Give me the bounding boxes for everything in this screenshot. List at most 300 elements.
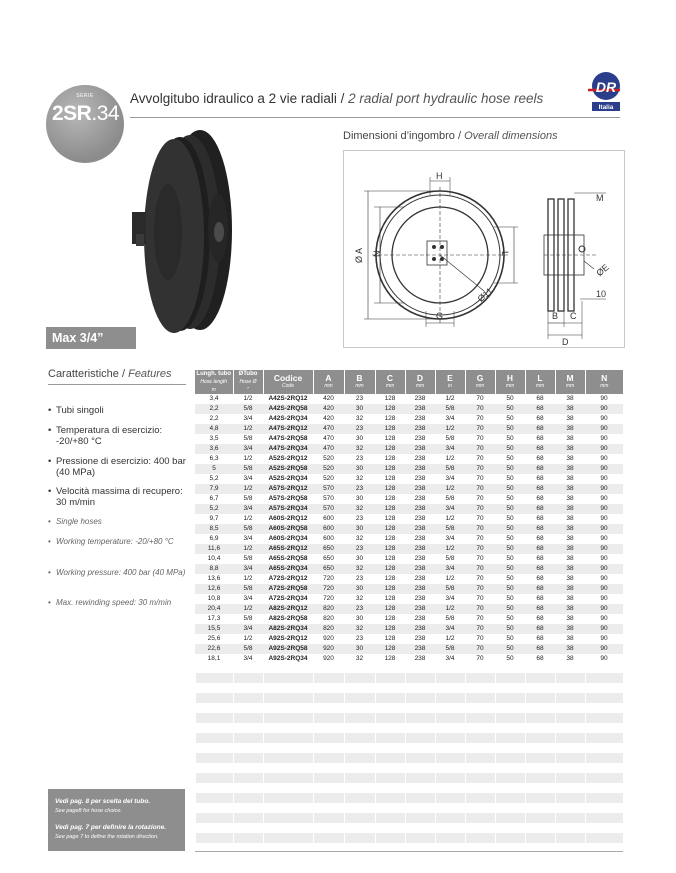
table-cell: 38: [566, 635, 574, 642]
table-cell: 50: [495, 404, 525, 414]
table-cell: 238: [405, 464, 435, 474]
table-cell: 3,6: [195, 444, 233, 454]
table-cell: 128: [375, 464, 405, 474]
table-cell: 68: [536, 535, 544, 542]
empty-row: [195, 743, 623, 753]
table-cell: 3/4: [243, 475, 253, 482]
table-cell: 238: [405, 624, 435, 634]
empty-cell: [495, 833, 525, 843]
empty-cell: [585, 683, 623, 693]
table-cell: 90: [585, 424, 623, 434]
code-cell: A42S-2RQ12: [268, 395, 308, 402]
table-cell: 600: [323, 515, 334, 522]
table-cell: 820: [323, 615, 334, 622]
table-cell: 17,3: [207, 615, 221, 622]
table-cell: 68: [536, 655, 544, 662]
table-cell: 720: [313, 584, 344, 594]
empty-cell: [375, 803, 405, 813]
empty-cell: [585, 713, 623, 723]
empty-cell: [465, 703, 495, 713]
header-label: M: [566, 373, 574, 383]
table-cell: 90: [600, 415, 608, 422]
table-cell: 38: [555, 484, 585, 494]
table-cell: 128: [375, 484, 405, 494]
table-cell: 128: [384, 595, 396, 602]
empty-cell: [435, 693, 465, 703]
empty-cell: [405, 823, 435, 833]
table-cell: 13,6: [207, 575, 221, 582]
table-cell: 520: [313, 464, 344, 474]
table-cell: 50: [495, 544, 525, 554]
table-cell: 5/8: [243, 495, 253, 502]
table-cell: 90: [585, 624, 623, 634]
table-cell: 238: [414, 395, 426, 402]
table-cell: 3/4: [243, 415, 253, 422]
table-cell: 5/8: [233, 404, 263, 414]
logo-sub: Italia: [598, 104, 614, 111]
empty-cell: [405, 783, 435, 793]
table-cell: 238: [414, 455, 426, 462]
empty-cell: [435, 723, 465, 733]
code-cell: A60S-2RQ58: [263, 524, 313, 534]
title-divider: [130, 117, 620, 118]
empty-row: [195, 733, 623, 743]
empty-cell: [313, 723, 344, 733]
table-cell: 30: [344, 584, 375, 594]
table-cell: 128: [375, 424, 405, 434]
dim-title-sep: /: [454, 130, 465, 142]
empty-cell: [525, 723, 555, 733]
header-label: C: [386, 373, 394, 383]
table-cell: 1/2: [445, 575, 455, 582]
header-label: D: [416, 373, 424, 383]
code-cell: A92S-2RQ58: [263, 644, 313, 654]
empty-cell: [195, 803, 233, 813]
table-cell: 70: [476, 475, 484, 482]
code-cell: A52S-2RQ12: [268, 455, 308, 462]
table-cell: 128: [375, 624, 405, 634]
header-unit: mm: [415, 383, 425, 389]
table-cell: 128: [384, 395, 396, 402]
table-cell: 128: [384, 415, 396, 422]
table-row: [195, 644, 623, 654]
dimensions-drawing: [343, 150, 625, 348]
table-row: [195, 604, 623, 614]
table-cell: 1/2: [445, 455, 455, 462]
table-cell: 5/8: [233, 644, 263, 654]
table-cell: 38: [566, 595, 574, 602]
table-row: [195, 594, 623, 604]
table-cell: 238: [414, 635, 426, 642]
table-header-cell: [465, 370, 495, 394]
empty-cell: [344, 683, 375, 693]
empty-cell: [435, 813, 465, 823]
series-code-suffix: .34: [91, 102, 120, 125]
empty-cell: [585, 743, 623, 753]
empty-cell: [195, 793, 233, 803]
table-row: [195, 504, 623, 514]
table-cell: 238: [405, 404, 435, 414]
table-cell: 68: [525, 404, 555, 414]
table-cell: 1/2: [445, 635, 455, 642]
empty-cell: [525, 823, 555, 833]
empty-cell: [585, 793, 623, 803]
empty-cell: [344, 673, 375, 683]
table-cell: 570: [313, 484, 344, 494]
table-cell: 68: [525, 564, 555, 574]
empty-cell: [344, 693, 375, 703]
table-cell: 68: [525, 584, 555, 594]
table-cell: 38: [555, 504, 585, 514]
table-cell: 10,4: [207, 555, 221, 562]
table-cell: 5/8: [243, 555, 253, 562]
table-cell: 90: [600, 535, 608, 542]
empty-cell: [465, 713, 495, 723]
code-cell: A47S-2RQ34: [263, 444, 313, 454]
empty-cell: [465, 753, 495, 763]
empty-row: [195, 803, 623, 813]
table-cell: 5,2: [195, 504, 233, 514]
table-cell: 470: [323, 435, 334, 442]
table-cell: 30: [355, 615, 364, 622]
empty-cell: [233, 793, 263, 803]
empty-cell: [555, 703, 585, 713]
empty-cell: [195, 703, 233, 713]
table-cell: 50: [506, 595, 514, 602]
table-cell: 70: [465, 624, 495, 634]
empty-row: [195, 753, 623, 763]
empty-cell: [585, 723, 623, 733]
table-cell: 5/8: [445, 435, 455, 442]
header-label: A: [325, 373, 332, 383]
table-cell: 650: [323, 555, 334, 562]
header-unit: mm: [355, 383, 364, 389]
table-cell: 30: [344, 404, 375, 414]
table-cell: 5/8: [243, 615, 253, 622]
table-cell: 32: [344, 444, 375, 454]
table-cell: 420: [323, 395, 334, 402]
empty-cell: [465, 673, 495, 683]
empty-cell: [405, 813, 435, 823]
notes-box: [48, 789, 185, 851]
header-unit: mm: [505, 383, 515, 389]
table-cell: 70: [476, 595, 484, 602]
note-1-it: Vedi pag. 8 per scelta del tubo.: [55, 798, 151, 805]
feature-it-item: • Velocità massima di recupero: 30 m/min: [48, 486, 183, 508]
feature-en-item: • Working temperature: -20/+80 °C: [48, 537, 174, 546]
table-cell: 128: [384, 655, 396, 662]
table-cell: 50: [495, 584, 525, 594]
table-cell: 70: [476, 555, 484, 562]
table-cell: 10,8: [207, 595, 221, 602]
header-unit: in: [448, 383, 452, 389]
empty-cell: [344, 823, 375, 833]
table-row: [195, 474, 623, 484]
table-cell: 70: [465, 444, 495, 454]
table-cell: 70: [476, 575, 484, 582]
table-cell: 5/8: [233, 584, 263, 594]
table-cell: 238: [405, 444, 435, 454]
table-cell: 23: [355, 455, 364, 462]
table-cell: 70: [465, 604, 495, 614]
empty-cell: [405, 753, 435, 763]
empty-cell: [525, 673, 555, 683]
table-cell: 820: [313, 624, 344, 634]
empty-cell: [313, 743, 344, 753]
feat-title-en: Features: [128, 368, 172, 380]
empty-cell: [555, 833, 585, 843]
empty-cell: [195, 713, 233, 723]
empty-cell: [405, 673, 435, 683]
table-cell: 1/2: [435, 544, 465, 554]
empty-cell: [555, 713, 585, 723]
empty-cell: [525, 713, 555, 723]
table-cell: 238: [405, 564, 435, 574]
table-cell: 128: [384, 635, 396, 642]
code-cell: A65S-2RQ34: [263, 564, 313, 574]
code-cell: A52S-2RQ34: [268, 475, 308, 482]
table-cell: 23: [355, 575, 364, 582]
empty-cell: [405, 713, 435, 723]
code-cell: A42S-2RQ58: [263, 404, 313, 414]
table-cell: 23: [344, 484, 375, 494]
empty-cell: [405, 743, 435, 753]
table-cell: 5/8: [445, 495, 455, 502]
empty-cell: [263, 673, 313, 683]
empty-cell: [233, 773, 263, 783]
table-cell: 50: [506, 435, 514, 442]
table-cell: 50: [495, 564, 525, 574]
empty-row: [195, 833, 623, 843]
header-unit: Hose length: [200, 379, 228, 385]
empty-cell: [263, 683, 313, 693]
table-cell: 1/2: [435, 604, 465, 614]
empty-cell: [465, 733, 495, 743]
code-cell: A65S-2RQ58: [268, 555, 308, 562]
series-badge: [46, 85, 124, 163]
header-unit-2: ": [247, 387, 249, 393]
table-cell: 50: [495, 624, 525, 634]
table-row: [195, 444, 623, 454]
dim-label-n: N: [372, 250, 382, 257]
empty-cell: [375, 723, 405, 733]
table-cell: 90: [585, 524, 623, 534]
table-cell: 68: [525, 424, 555, 434]
empty-cell: [495, 773, 525, 783]
empty-cell: [344, 793, 375, 803]
table-cell: 50: [495, 524, 525, 534]
table-cell: 820: [313, 604, 344, 614]
table-cell: 90: [585, 484, 623, 494]
code-cell: A47S-2RQ12: [263, 424, 313, 434]
technical-drawing: [344, 151, 624, 347]
empty-cell: [555, 773, 585, 783]
table-cell: 68: [525, 644, 555, 654]
empty-cell: [495, 813, 525, 823]
dim-label-d11: Ø11: [475, 285, 495, 304]
table-row: [195, 564, 623, 574]
table-cell: 50: [506, 475, 514, 482]
empty-cell: [375, 713, 405, 723]
table-cell: 90: [600, 515, 608, 522]
table-cell: 23: [355, 635, 364, 642]
table-cell: 38: [566, 575, 574, 582]
empty-cell: [525, 763, 555, 773]
table-cell: 18,1: [207, 655, 221, 662]
table-cell: 420: [323, 415, 334, 422]
empty-row: [195, 793, 623, 803]
empty-cell: [313, 673, 344, 683]
empty-cell: [195, 783, 233, 793]
empty-cell: [525, 743, 555, 753]
empty-cell: [263, 713, 313, 723]
table-cell: 70: [476, 655, 484, 662]
empty-cell: [263, 803, 313, 813]
table-cell: 1/2: [243, 635, 253, 642]
table-cell: 128: [375, 544, 405, 554]
empty-cell: [405, 693, 435, 703]
empty-cell: [344, 783, 375, 793]
table-row: [195, 654, 623, 664]
empty-cell: [313, 753, 344, 763]
logo-text: DR: [595, 79, 617, 95]
empty-cell: [555, 723, 585, 733]
code-cell: A65S-2RQ12: [263, 544, 313, 554]
table-row: [195, 624, 623, 634]
table-cell: 5,2: [209, 475, 219, 482]
empty-cell: [313, 733, 344, 743]
code-cell: A72S-2RQ58: [263, 584, 313, 594]
empty-cell: [344, 763, 375, 773]
empty-cell: [263, 743, 313, 753]
empty-cell: [405, 803, 435, 813]
empty-cell: [465, 813, 495, 823]
table-cell: 90: [585, 644, 623, 654]
table-cell: 22,6: [195, 644, 233, 654]
table-cell: 70: [465, 464, 495, 474]
table-cell: 68: [536, 415, 544, 422]
table-cell: 238: [414, 595, 426, 602]
dim-label-e: ØE: [594, 262, 611, 279]
empty-cell: [263, 763, 313, 773]
empty-cell: [435, 783, 465, 793]
empty-cell: [465, 773, 495, 783]
table-cell: 238: [405, 604, 435, 614]
empty-cell: [495, 763, 525, 773]
table-cell: 90: [600, 555, 608, 562]
dim-label-10: 10: [596, 289, 607, 299]
table-cell: 2,2: [195, 404, 233, 414]
table-row: [195, 394, 623, 404]
table-cell: 68: [536, 635, 544, 642]
empty-cell: [195, 733, 233, 743]
empty-cell: [233, 693, 263, 703]
table-cell: 50: [506, 615, 514, 622]
empty-cell: [495, 733, 525, 743]
empty-cell: [585, 833, 623, 843]
empty-cell: [555, 803, 585, 813]
table-header-cell: [435, 370, 465, 394]
table-cell: 90: [585, 464, 623, 474]
table-cell: 68: [525, 604, 555, 614]
empty-cell: [344, 753, 375, 763]
empty-cell: [195, 743, 233, 753]
code-cell: A47S-2RQ58: [268, 435, 308, 442]
table-cell: 32: [344, 624, 375, 634]
empty-cell: [435, 733, 465, 743]
table-cell: 32: [355, 655, 364, 662]
empty-cell: [195, 773, 233, 783]
table-cell: 50: [506, 515, 514, 522]
table-cell: 128: [384, 515, 396, 522]
table-cell: 3,5: [209, 435, 219, 442]
empty-cell: [585, 763, 623, 773]
header-unit: mm: [385, 383, 395, 389]
table-cell: 23: [344, 604, 375, 614]
empty-cell: [313, 773, 344, 783]
table-cell: 68: [536, 455, 544, 462]
table-cell: 70: [465, 424, 495, 434]
dim-label-b: B: [552, 311, 559, 321]
table-cell: 1/2: [233, 604, 263, 614]
empty-cell: [435, 803, 465, 813]
table-cell: 238: [414, 615, 426, 622]
empty-cell: [375, 773, 405, 783]
dim-label-g: G: [436, 311, 444, 321]
header-label: G: [476, 373, 484, 383]
table-cell: 3/4: [233, 564, 263, 574]
table-cell: 38: [566, 615, 574, 622]
table-cell: 3/4: [233, 624, 263, 634]
code-cell: A82S-2RQ34: [263, 624, 313, 634]
table-cell: 70: [476, 495, 484, 502]
empty-cell: [495, 803, 525, 813]
empty-cell: [465, 683, 495, 693]
table-row: [195, 484, 623, 494]
code-cell: A72S-2RQ34: [268, 595, 308, 602]
table-cell: 920: [313, 644, 344, 654]
table-cell: 68: [525, 524, 555, 534]
empty-cell: [313, 833, 344, 843]
table-row: [195, 534, 623, 544]
table-cell: 30: [355, 435, 364, 442]
empty-row: [195, 723, 623, 733]
table-cell: 20,4: [195, 604, 233, 614]
empty-cell: [405, 833, 435, 843]
table-row: [195, 614, 623, 624]
empty-cell: [525, 783, 555, 793]
table-row: [195, 494, 623, 504]
empty-cell: [435, 773, 465, 783]
table-cell: 3/4: [445, 415, 455, 422]
dim-title-it: Dimensioni d’ingombro: [343, 130, 455, 142]
empty-cell: [375, 813, 405, 823]
table-cell: 90: [600, 635, 608, 642]
table-cell: 50: [506, 575, 514, 582]
table-cell: 7,9: [195, 484, 233, 494]
table-cell: 90: [600, 575, 608, 582]
table-cell: 30: [344, 524, 375, 534]
title-en: 2 radial port hydraulic hose reels: [348, 91, 544, 106]
table-cell: 128: [375, 524, 405, 534]
empty-cell: [465, 723, 495, 733]
empty-cell: [233, 743, 263, 753]
table-cell: 70: [465, 404, 495, 414]
table-cell: 70: [476, 455, 484, 462]
table-cell: 11,6: [195, 544, 233, 554]
table-cell: 90: [600, 655, 608, 662]
note-2-en: See page 7 to define the rotation direction.: [55, 834, 159, 840]
